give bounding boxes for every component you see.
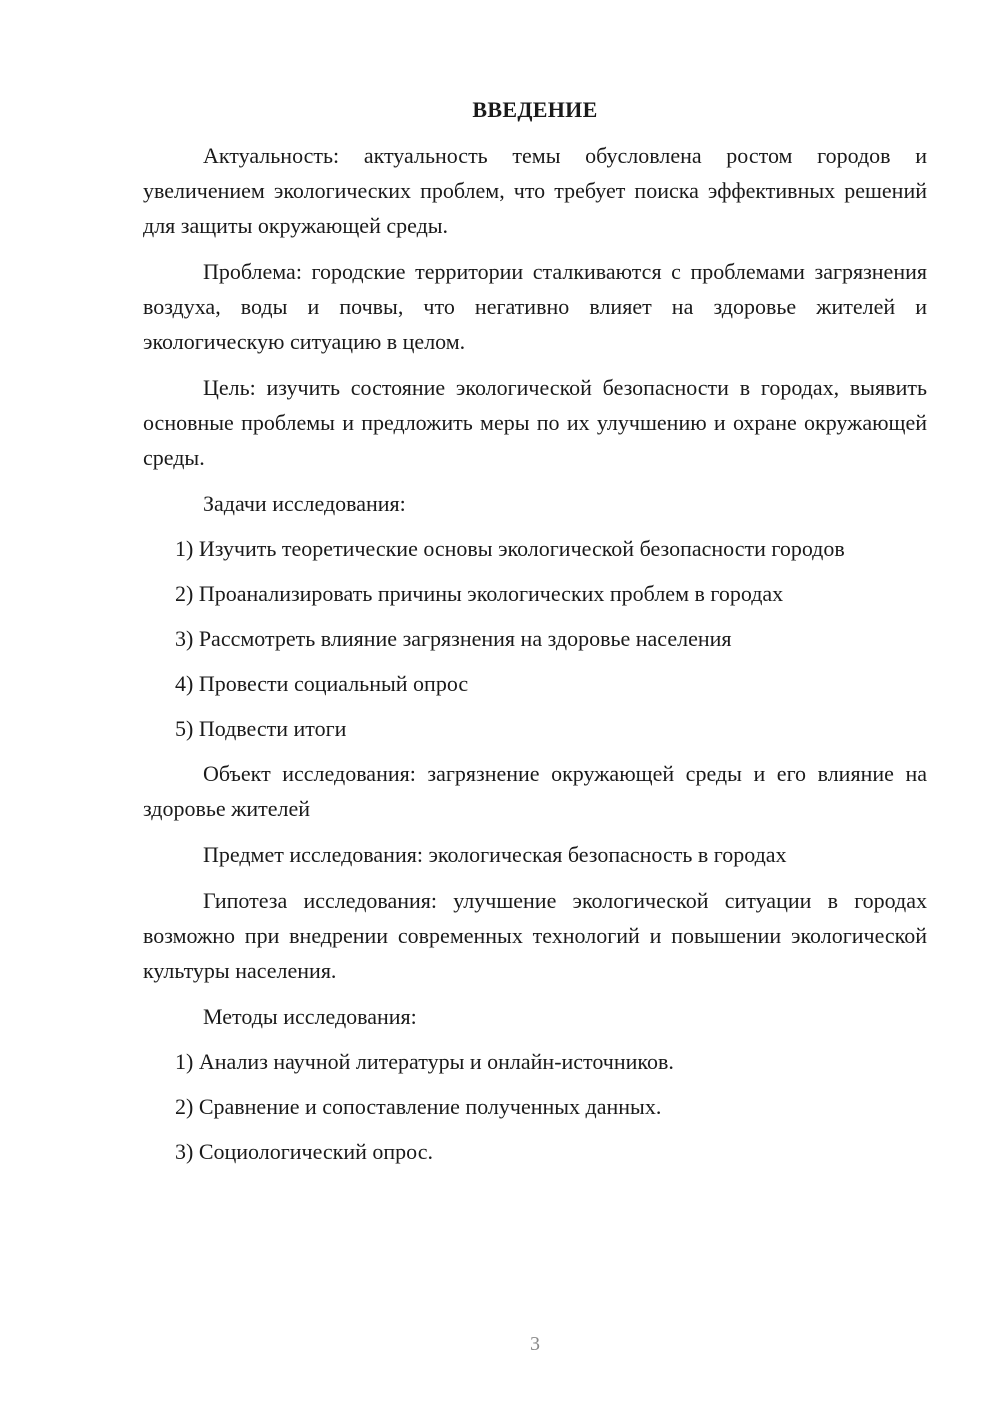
task-item-5: 5) Подвести итоги xyxy=(175,716,347,741)
methods-label: Методы исследования: xyxy=(203,1004,417,1029)
hypothesis-paragraph: Гипотеза исследования: улучшение экологической ситуации в городах возможно при внедрении современных технологий и повышении экологической культуры населения. xyxy=(143,888,927,983)
task-item-3: 3) Рассмотреть влияние загрязнения на здоровье населения xyxy=(175,626,732,651)
task-item-4: 4) Провести социальный опрос xyxy=(175,671,469,696)
method-item-3: 3) Социологический опрос. xyxy=(175,1139,433,1164)
section-title: ВВЕДЕНИЕ xyxy=(472,97,598,122)
goal-paragraph: Цель: изучить состояние экологической безопасности в городах, выявить основные проблемы и предложить меры по их улучшению и охране окружающей среды. xyxy=(143,375,927,470)
object-paragraph: Объект исследования: загрязнение окружающей среды и его влияние на здоровье жителей xyxy=(143,761,927,821)
tasks-label: Задачи исследования: xyxy=(203,491,406,516)
task-item-1: 1) Изучить теоретические основы экологической безопасности городов xyxy=(175,536,845,561)
method-item-1: 1) Анализ научной литературы и онлайн-источников. xyxy=(175,1049,674,1074)
relevance-paragraph: Актуальность: актуальность темы обусловлена ростом городов и увеличением экологических проблем, что требует поиска эффективных решений для защиты окружающей среды. xyxy=(143,143,927,238)
task-item-2: 2) Проанализировать причины экологических проблем в городах xyxy=(175,581,784,606)
method-item-2: 2) Сравнение и сопоставление полученных данных. xyxy=(175,1094,662,1119)
document-page xyxy=(143,92,927,1179)
page-number: 3 xyxy=(530,1333,540,1355)
subject-paragraph: Предмет исследования: экологическая безопасность в городах xyxy=(203,842,787,867)
problem-paragraph: Проблема: городские территории сталкиваются с проблемами загрязнения воздуха, воды и почвы, что негативно влияет на здоровье жителей и экологическую ситуацию в целом. xyxy=(143,259,927,354)
